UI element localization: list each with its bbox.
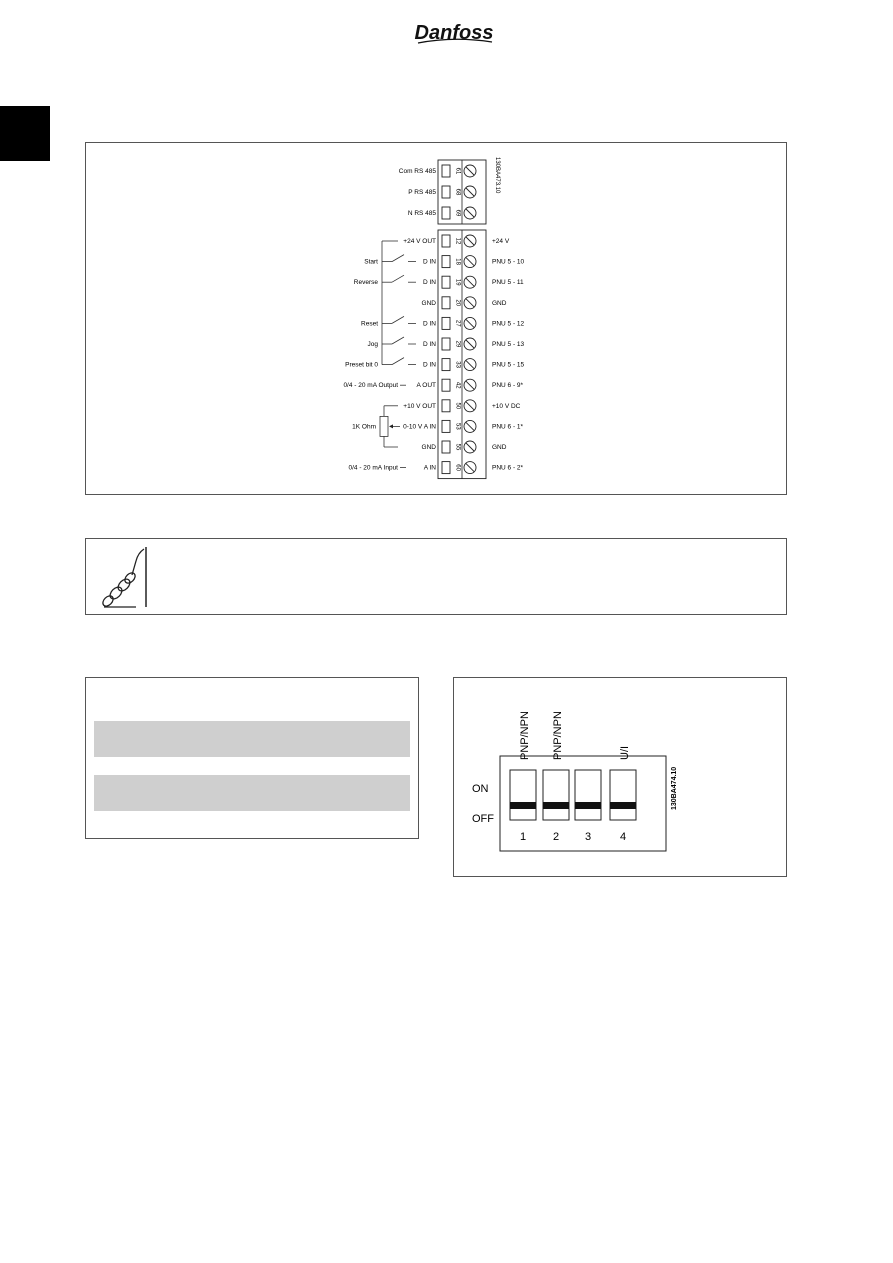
io-function-label: GND <box>492 299 507 307</box>
io-terminal-slot <box>442 400 450 412</box>
settings-table <box>85 677 419 839</box>
dip-switch-number: 4 <box>619 831 627 843</box>
dip-switch-1 <box>510 770 536 820</box>
io-terminal-number: 33 <box>454 361 461 368</box>
dip-switch-figure <box>453 677 787 877</box>
screw-slot <box>466 278 474 286</box>
io-terminal-number: 50 <box>454 402 461 410</box>
io-function-label: +10 V DC <box>492 402 521 410</box>
dip-switch-lever <box>610 802 636 809</box>
serial-terminal-label: N RS 485 <box>407 210 436 217</box>
dip-switch-function-label: PNP/NPN <box>552 711 564 760</box>
switch-contact <box>392 316 404 323</box>
screw-slot <box>466 237 474 245</box>
screw-slot <box>466 464 474 472</box>
screw-slot <box>466 319 474 327</box>
note-box <box>85 538 787 615</box>
screw-slot <box>466 361 474 369</box>
io-terminal-label: +10 V OUT <box>403 402 436 410</box>
io-terminal-number: 12 <box>454 237 461 245</box>
io-terminal-label: +24 V OUT <box>403 238 436 245</box>
io-terminal-slot <box>442 317 450 329</box>
serial-terminal-slot <box>442 186 450 198</box>
screw-slot <box>466 258 474 266</box>
io-terminal-number: 29 <box>454 340 461 348</box>
io-terminal-number: 18 <box>454 258 461 265</box>
io-terminal-number: 42 <box>454 381 461 389</box>
io-terminal-label: D IN <box>423 320 436 328</box>
serial-terminal-slot <box>442 165 450 177</box>
serial-terminal-number: 68 <box>454 188 461 196</box>
io-function-label: PNU 5 - 13 <box>492 341 525 348</box>
dip-switch-lever <box>575 802 601 809</box>
screw-slot <box>466 299 474 307</box>
wiring-diagram <box>86 143 786 494</box>
serial-terminal-label: Com RS 485 <box>398 168 436 175</box>
io-terminal-label: A OUT <box>416 382 436 390</box>
screw-slot <box>466 402 474 410</box>
table-row <box>94 721 410 757</box>
io-function-label: PNU 5 - 10 <box>492 258 525 266</box>
dip-switch-lever <box>543 802 569 809</box>
switch-label: Reset <box>361 320 378 328</box>
io-terminal-slot <box>442 462 450 474</box>
dip-figure-id: 130BA474.10 <box>671 766 678 810</box>
screw-slot <box>466 422 474 430</box>
dip-switch-diagram <box>454 678 786 876</box>
io-terminal-slot <box>442 256 450 268</box>
dip-switch-number: 1 <box>519 831 527 843</box>
switch-contact <box>392 358 404 365</box>
io-terminal-label: D IN <box>423 258 436 266</box>
io-terminal-label: D IN <box>423 341 436 348</box>
screw-slot <box>466 443 474 451</box>
io-terminal-label: A IN <box>423 464 436 472</box>
danfoss-logo <box>412 18 496 48</box>
io-terminal-number: 55 <box>454 443 461 451</box>
io-terminal-slot <box>442 338 450 350</box>
io-terminal-slot <box>442 359 450 371</box>
io-terminal-slot <box>442 235 450 247</box>
wiring-diagram-box <box>85 142 787 495</box>
io-terminal-label: 0-10 V A IN <box>403 423 436 431</box>
switch-contact <box>392 337 404 344</box>
io-terminal-slot <box>442 379 450 391</box>
off-label: OFF <box>472 813 494 825</box>
screw-slot <box>466 209 474 217</box>
io-function-label: PNU 5 - 15 <box>492 361 525 369</box>
io-terminal-number: 19 <box>454 278 461 286</box>
brand-name: Danfoss <box>414 22 494 44</box>
note-hand-icon <box>86 539 156 614</box>
io-function-label: GND <box>492 444 507 451</box>
potentiometer-label: 1K Ohm <box>352 423 376 431</box>
io-function-label: PNU 6 - 2* <box>492 464 524 472</box>
dip-switch-lever <box>510 802 536 809</box>
io-function-label: PNU 6 - 1* <box>492 423 524 431</box>
io-terminal-number: 20 <box>454 299 461 307</box>
dip-switch-2 <box>543 770 569 820</box>
io-terminal-slot <box>442 441 450 453</box>
dip-switch-3 <box>575 770 601 820</box>
on-label: ON <box>472 783 489 795</box>
table-row <box>94 775 410 811</box>
switch-label: Reverse <box>353 279 378 287</box>
io-terminal-number: 53 <box>454 423 461 430</box>
dip-switch-number: 2 <box>552 831 560 843</box>
io-function-label: +24 V <box>492 238 510 245</box>
serial-terminal-slot <box>442 207 450 219</box>
serial-terminal-label: P RS 485 <box>408 189 436 196</box>
dip-switch-4 <box>610 770 636 820</box>
io-terminal-number: 60 <box>454 464 461 471</box>
screw-slot <box>466 381 474 389</box>
io-terminal-slot <box>442 276 450 288</box>
io-terminal-label: D IN <box>423 279 436 287</box>
io-function-label: PNU 5 - 11 <box>492 279 524 287</box>
switch-contact <box>392 255 404 262</box>
dip-switch-function-label: U/I <box>619 745 631 760</box>
serial-terminal-number: 61 <box>454 167 461 175</box>
dip-switch-number: 3 <box>584 831 592 843</box>
wiper-arrow <box>389 424 393 428</box>
io-terminal-label: GND <box>421 444 436 451</box>
chapter-tab <box>0 106 50 161</box>
screw-slot <box>466 188 474 196</box>
io-function-label: PNU 6 - 9* <box>492 382 524 390</box>
io-function-label: PNU 5 - 12 <box>492 320 525 328</box>
io-terminal-slot <box>442 297 450 309</box>
signal-label: 0/4 - 20 mA Input <box>348 464 398 472</box>
io-terminal-number: 27 <box>454 320 461 327</box>
dip-switch-function-label: PNP/NPN <box>519 711 531 760</box>
io-terminal-slot <box>442 420 450 432</box>
wiring-figure-id: 130BA473.10 <box>494 157 500 194</box>
signal-label: 0/4 - 20 mA Output <box>343 382 398 390</box>
switch-contact <box>392 275 404 282</box>
switch-label: Jog <box>367 341 378 348</box>
screw-slot <box>466 340 474 348</box>
switch-label: Start <box>364 258 378 266</box>
serial-terminal-number: 69 <box>454 209 461 217</box>
potentiometer-icon <box>380 416 388 436</box>
io-terminal-label: GND <box>421 299 436 307</box>
screw-slot <box>466 167 474 175</box>
io-terminal-label: D IN <box>423 361 436 369</box>
switch-label: Preset bit 0 <box>345 361 378 369</box>
